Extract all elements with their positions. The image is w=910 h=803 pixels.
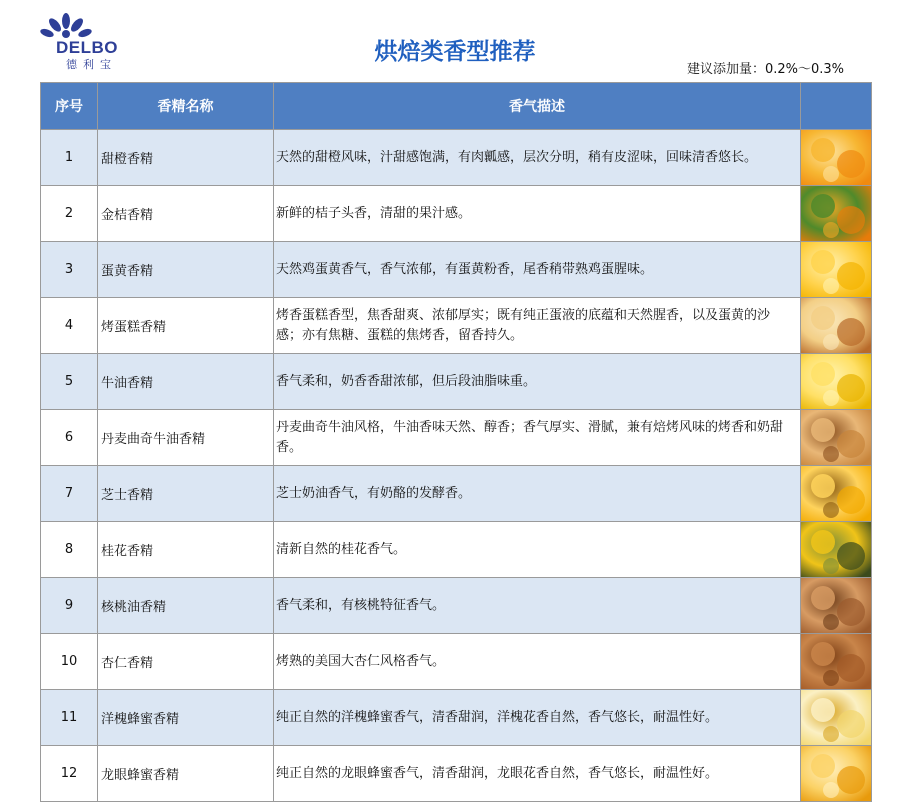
flavor-name: 蛋黄香精 bbox=[98, 242, 274, 298]
table-row bbox=[41, 298, 872, 354]
flavor-name: 甜橙香精 bbox=[98, 130, 274, 186]
row-number: 2 bbox=[41, 186, 98, 242]
orange-photo bbox=[801, 130, 871, 185]
row-number: 9 bbox=[41, 578, 98, 634]
table-row bbox=[41, 690, 872, 746]
header-desc: 香气描述 bbox=[274, 83, 801, 130]
table-row bbox=[41, 410, 872, 466]
almond-photo bbox=[801, 634, 871, 689]
flavor-name: 核桃油香精 bbox=[98, 578, 274, 634]
flavor-image-cell bbox=[801, 242, 872, 298]
flavor-image-cell bbox=[801, 522, 872, 578]
flavor-image-cell bbox=[801, 634, 872, 690]
flavor-description: 烤香蛋糕香型，焦香甜爽、浓郁厚实；既有纯正蛋液的底蕴和天然腥香，以及蛋黄的沙感；亦有焦糖、蛋糕的焦烤香，留香持久。 bbox=[274, 298, 801, 354]
row-number: 10 bbox=[41, 634, 98, 690]
table-row bbox=[41, 186, 872, 242]
flavor-name: 牛油香精 bbox=[98, 354, 274, 410]
row-number: 1 bbox=[41, 130, 98, 186]
flavor-name: 洋槐蜂蜜香精 bbox=[98, 690, 274, 746]
flavor-description: 清新自然的桂花香气。 bbox=[274, 522, 801, 578]
flavor-name: 芝士香精 bbox=[98, 466, 274, 522]
dosage-note: 建议添加量：0.2%～0.3% bbox=[686, 62, 844, 77]
table-body bbox=[41, 130, 872, 802]
table-row bbox=[41, 746, 872, 802]
flavor-description: 天然鸡蛋黄香气，香气浓郁，有蛋黄粉香，尾香稍带熟鸡蛋腥味。 bbox=[274, 242, 801, 298]
flavor-image-cell bbox=[801, 466, 872, 522]
row-number: 3 bbox=[41, 242, 98, 298]
cheese-photo bbox=[801, 466, 871, 521]
walnut-photo bbox=[801, 578, 871, 633]
flavor-image-cell bbox=[801, 186, 872, 242]
header-image bbox=[801, 83, 872, 130]
flavor-description: 新鲜的桔子头香，清甜的果汁感。 bbox=[274, 186, 801, 242]
kumquat-photo bbox=[801, 186, 871, 241]
cookie-photo bbox=[801, 410, 871, 465]
table-row bbox=[41, 466, 872, 522]
flavor-description: 天然的甜橙风味，汁甜感饱满，有肉瓤感，层次分明，稍有皮涩味，回味清香悠长。 bbox=[274, 130, 801, 186]
flavor-image-cell bbox=[801, 130, 872, 186]
page-title: 烘焙类香型推荐 bbox=[374, 39, 536, 65]
cake-photo bbox=[801, 298, 871, 353]
flavor-name: 金桔香精 bbox=[98, 186, 274, 242]
row-number: 5 bbox=[41, 354, 98, 410]
flavor-image-cell bbox=[801, 410, 872, 466]
flavor-description: 香气柔和，有核桃特征香气。 bbox=[274, 578, 801, 634]
table-row bbox=[41, 242, 872, 298]
flavor-description: 纯正自然的洋槐蜂蜜香气，清香甜润，洋槐花香自然，香气悠长，耐温性好。 bbox=[274, 690, 801, 746]
brand-subname: 德利宝 bbox=[66, 58, 117, 71]
row-number: 12 bbox=[41, 746, 98, 802]
header-no: 序号 bbox=[41, 83, 98, 130]
flavor-name: 桂花香精 bbox=[98, 522, 274, 578]
flavor-image-cell bbox=[801, 354, 872, 410]
flavor-description: 丹麦曲奇牛油风格，牛油香味天然、醇香；香气厚实、滑腻，兼有焙烤风味的烤香和奶甜香。 bbox=[274, 410, 801, 466]
egg-yolk-photo bbox=[801, 242, 871, 297]
butter-photo bbox=[801, 354, 871, 409]
table-row bbox=[41, 578, 872, 634]
row-number: 7 bbox=[41, 466, 98, 522]
flavor-name: 丹麦曲奇牛油香精 bbox=[98, 410, 274, 466]
flavor-description: 香气柔和，奶香香甜浓郁，但后段油脂味重。 bbox=[274, 354, 801, 410]
flavor-name: 龙眼蜂蜜香精 bbox=[98, 746, 274, 802]
row-number: 11 bbox=[41, 690, 98, 746]
table-row bbox=[41, 634, 872, 690]
osmanthus-photo bbox=[801, 522, 871, 577]
flavor-name: 烤蛋糕香精 bbox=[98, 298, 274, 354]
brand-name: DELBO bbox=[56, 38, 118, 57]
table-header-row bbox=[41, 83, 872, 130]
flavor-description: 芝士奶油香气，有奶酪的发酵香。 bbox=[274, 466, 801, 522]
flavor-image-cell bbox=[801, 690, 872, 746]
honey-photo bbox=[801, 690, 871, 745]
table-row bbox=[41, 522, 872, 578]
header-name: 香精名称 bbox=[98, 83, 274, 130]
flavor-description: 纯正自然的龙眼蜂蜜香气，清香甜润，龙眼花香自然，香气悠长，耐温性好。 bbox=[274, 746, 801, 802]
flavor-description: 烤熟的美国大杏仁风格香气。 bbox=[274, 634, 801, 690]
flavor-image-cell bbox=[801, 578, 872, 634]
flavor-image-cell bbox=[801, 746, 872, 802]
table-row bbox=[41, 130, 872, 186]
row-number: 8 bbox=[41, 522, 98, 578]
honey-dipper-photo bbox=[801, 746, 871, 801]
row-number: 6 bbox=[41, 410, 98, 466]
flavor-image-cell bbox=[801, 298, 872, 354]
flavor-name: 杏仁香精 bbox=[98, 634, 274, 690]
table-row bbox=[41, 354, 872, 410]
flavor-table bbox=[40, 82, 872, 802]
row-number: 4 bbox=[41, 298, 98, 354]
